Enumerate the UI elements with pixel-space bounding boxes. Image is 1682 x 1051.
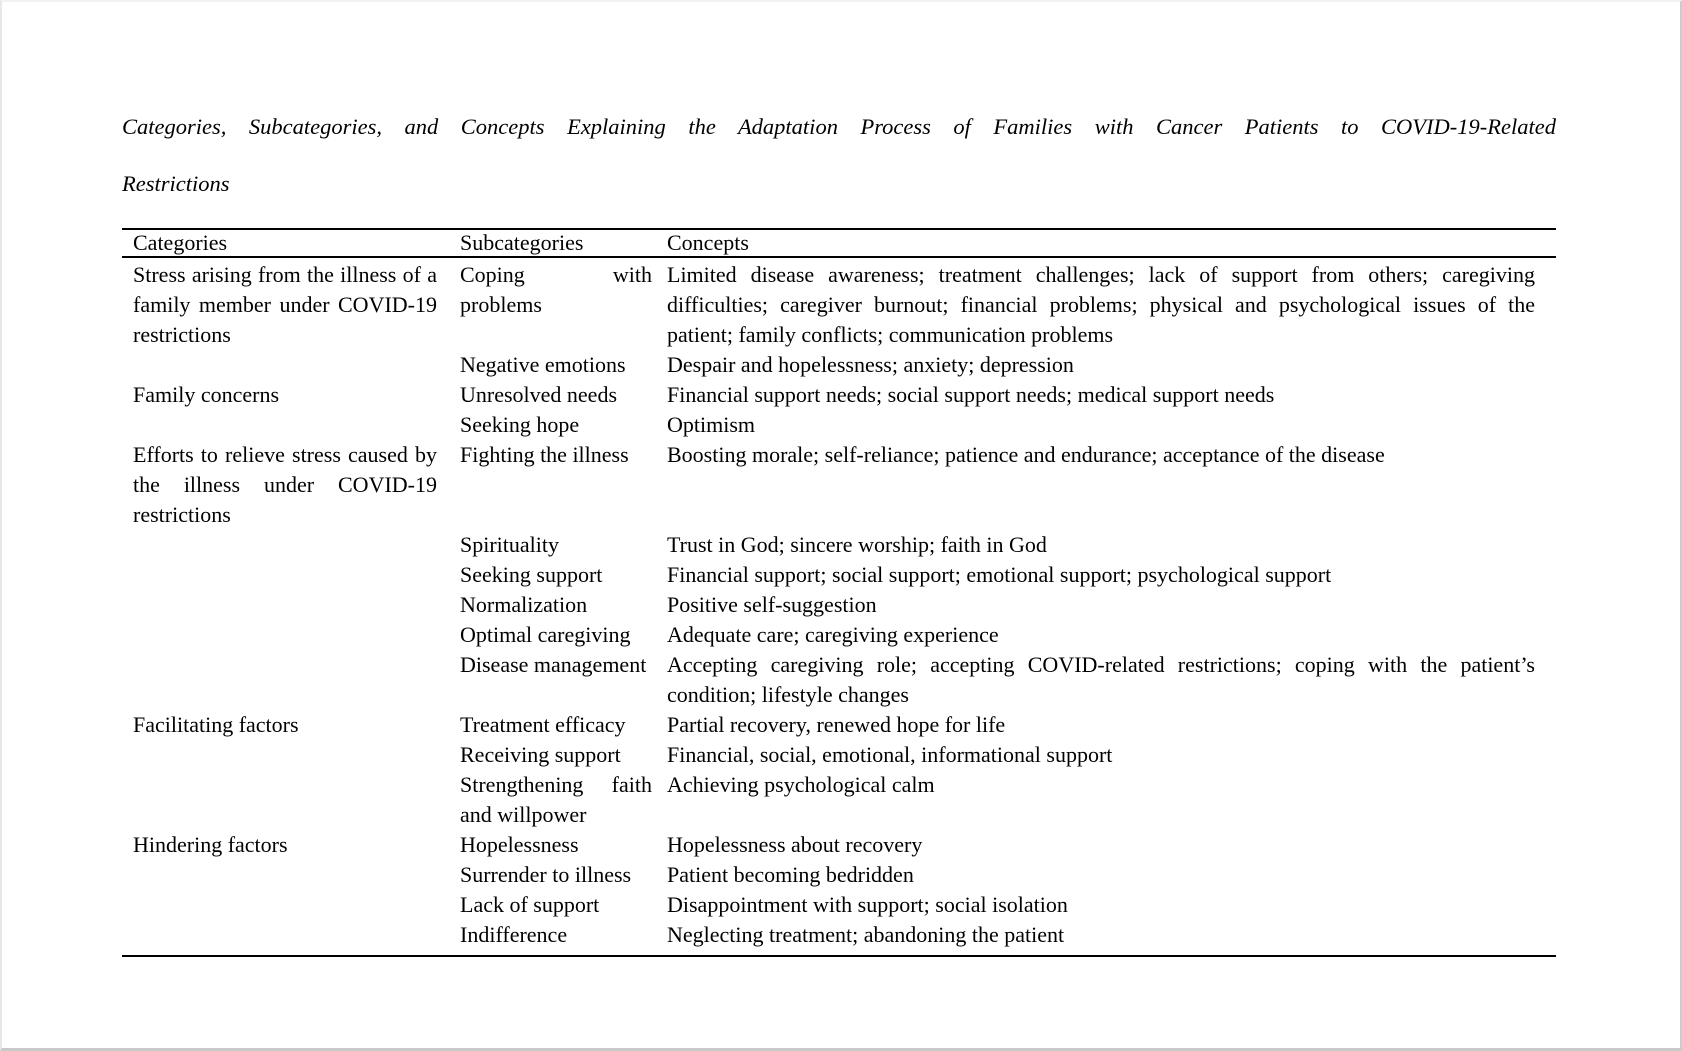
- header-categories: Categories: [133, 230, 228, 255]
- concepts-cell: Financial support; social support; emotional support; psychological support: [667, 562, 1332, 587]
- header-subcategories: Subcategories: [460, 230, 584, 255]
- subcategory-cell: Normalization: [460, 592, 588, 617]
- category-cell: Facilitating factors: [133, 712, 299, 737]
- concepts-cell: Financial support needs; social support needs; medical support needs: [667, 382, 1275, 407]
- category-cell: Family concerns: [133, 382, 280, 407]
- category-cell: [122, 590, 460, 620]
- concepts-cell: Patient becoming bedridden: [667, 862, 914, 887]
- concepts-cell: Financial, social, emotional, informational support: [667, 742, 1113, 767]
- category-cell: [122, 890, 460, 920]
- category-cell: [122, 740, 460, 770]
- subcategory-cell: Lack of support: [460, 892, 600, 917]
- concepts-cell: Achieving psychological calm: [667, 772, 935, 797]
- category-cell: Stress arising from the illness of a family member under COVID-19 restrictions: [133, 262, 437, 347]
- table-row: [122, 410, 1556, 440]
- concepts-cell: Partial recovery, renewed hope for life: [667, 712, 1006, 737]
- subcategory-cell: Receiving support: [460, 742, 621, 767]
- table-row: [122, 650, 1556, 710]
- table-row: [122, 530, 1556, 560]
- category-cell: [122, 650, 460, 710]
- table-header-row: [122, 229, 1556, 257]
- table-caption-line1: Categories, Subcategories, and Concepts Explaining the Adaptation Process of Families with Cancer Patients to COVID-19-Related: [122, 114, 1556, 139]
- table-row: [122, 920, 1556, 956]
- subcategory-cell: Seeking support: [460, 562, 603, 587]
- subcategory-cell: Disease management: [460, 652, 647, 677]
- table-row: [122, 710, 1556, 740]
- page-content: [122, 2, 1556, 957]
- category-cell: [122, 620, 460, 650]
- subcategory-cell: Fighting the illness: [460, 442, 629, 467]
- subcategory-cell: Hopelessness: [460, 832, 579, 857]
- table-caption-line2: Restrictions: [122, 171, 230, 196]
- table-row: [122, 440, 1556, 530]
- table-row: [122, 770, 1556, 830]
- concepts-cell: Adequate care; caregiving experience: [667, 622, 999, 647]
- category-cell: [122, 530, 460, 560]
- table-row: [122, 380, 1556, 410]
- subcategory-cell: Seeking hope: [460, 412, 580, 437]
- table-row: [122, 560, 1556, 590]
- table-row: [122, 830, 1556, 860]
- concepts-cell: Limited disease awareness; treatment challenges; lack of support from others; caregiving difficulties; caregiver burnout; financial problems; physical and psychological issues of the patient; family conflicts; communication problems: [667, 262, 1535, 347]
- category-cell: [122, 560, 460, 590]
- subcategory-cell: Treatment efficacy: [460, 712, 626, 737]
- category-cell: [122, 770, 460, 830]
- table-row: [122, 350, 1556, 380]
- subcategory-cell: Optimal caregiving: [460, 622, 631, 647]
- subcategory-cell: Coping with problems: [460, 262, 652, 317]
- subcategory-cell: Unresolved needs: [460, 382, 618, 407]
- header-concepts: Concepts: [667, 230, 749, 255]
- concepts-cell: Neglecting treatment; abandoning the patient: [667, 922, 1065, 947]
- concepts-cell: Trust in God; sincere worship; faith in God: [667, 532, 1047, 557]
- table-row: [122, 620, 1556, 650]
- table-header: [122, 229, 1556, 257]
- concepts-cell: Positive self-suggestion: [667, 592, 877, 617]
- category-cell: [122, 350, 460, 380]
- concepts-cell: Optimism: [667, 412, 756, 437]
- subcategory-cell: Strengthening faith and willpower: [460, 772, 652, 827]
- categories-concepts-table: [122, 228, 1556, 957]
- category-cell: [122, 860, 460, 890]
- table-caption: [122, 98, 1556, 212]
- concepts-cell: Hopelessness about recovery: [667, 832, 923, 857]
- table-row: [122, 257, 1556, 350]
- table-row: [122, 890, 1556, 920]
- category-cell: Efforts to relieve stress caused by the illness under COVID-19 restrictions: [133, 442, 437, 527]
- category-cell: [122, 920, 460, 956]
- table-body: [122, 257, 1556, 956]
- table-row: [122, 740, 1556, 770]
- concepts-cell: Boosting morale; self-reliance; patience and endurance; acceptance of the disease: [667, 442, 1385, 467]
- category-cell: Hindering factors: [133, 832, 288, 857]
- subcategory-cell: Surrender to illness: [460, 862, 632, 887]
- category-cell: [122, 410, 460, 440]
- concepts-cell: Despair and hopelessness; anxiety; depression: [667, 352, 1074, 377]
- subcategory-cell: Negative emotions: [460, 352, 626, 377]
- table-row: [122, 590, 1556, 620]
- subcategory-cell: Spirituality: [460, 532, 559, 557]
- concepts-cell: Disappointment with support; social isolation: [667, 892, 1068, 917]
- table-row: [122, 860, 1556, 890]
- concepts-cell: Accepting caregiving role; accepting COVID-related restrictions; coping with the patient’s condition; lifestyle changes: [667, 652, 1535, 707]
- subcategory-cell: Indifference: [460, 922, 568, 947]
